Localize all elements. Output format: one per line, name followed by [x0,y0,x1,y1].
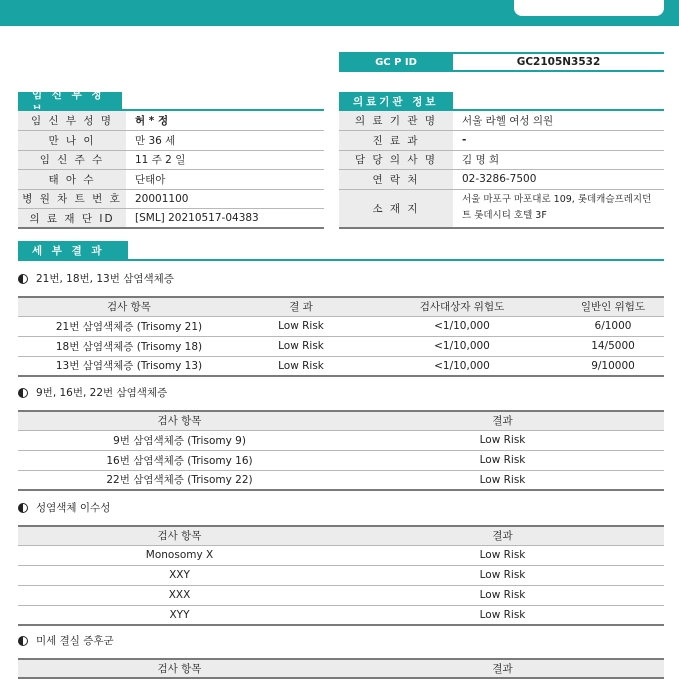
table-cell: Low Risk [341,585,664,605]
table-cell: Low Risk [341,430,664,450]
field-label: 소 재 지 [339,189,453,228]
details-rule [18,259,664,261]
column-header: 결과 [341,526,664,545]
clinic-row [339,150,664,170]
table-cell: XXX [18,585,341,605]
section-heading-text: 성염색체 이수성 [36,502,111,514]
clinic-row [339,189,664,228]
table-cell: 14/5000 [562,336,664,356]
section-heading-text: 21번, 18번, 13번 삼염색체증 [36,273,174,285]
table-cell: <1/10,000 [362,316,562,336]
table-row [18,585,664,605]
table-row [18,316,664,336]
table-cell: 21번 삼염색체증 (Trisomy 21) [18,316,240,336]
half-circle-icon [18,388,28,398]
table-cell: 22번 삼염색체증 (Trisomy 22) [18,470,341,490]
table-row [18,565,664,585]
table-cell: 6/1000 [562,316,664,336]
patient-row [18,131,324,151]
clinic-row [339,111,664,131]
gcp-id-label: GC P ID [339,52,453,72]
column-header: 검사 항목 [18,297,240,316]
field-label: 의 료 기 관 명 [339,111,453,131]
field-value: 단태아 [126,170,324,190]
patient-info-table [18,111,324,229]
field-label: 진 료 과 [339,131,453,151]
table-cell: Low Risk [240,336,362,356]
section-heading [18,500,110,515]
table-cell: 18번 삼염색체증 (Trisomy 18) [18,336,240,356]
results-table-rare-trisomy [18,410,664,491]
field-label: 임 신 주 수 [18,150,126,170]
table-cell: Low Risk [240,316,362,336]
results-table-microdeletion [18,658,664,679]
field-label: 임 신 부 성 명 [18,111,126,131]
field-value: 서울 라헬 여성 의원 [453,111,664,131]
table-cell: 9번 삼염색체증 (Trisomy 9) [18,430,341,450]
table-row [18,545,664,565]
column-header: 검사 항목 [18,526,341,545]
table-cell: Low Risk [341,565,664,585]
field-value: 20001100 [126,189,324,209]
gcp-id-value: GC2105N3532 [453,52,664,72]
section-heading-text: 미세 결실 증후군 [36,635,114,647]
patient-row [18,170,324,190]
field-value: 허 * 정 [126,111,324,131]
field-label: 만 나 이 [18,131,126,151]
patient-row [18,150,324,170]
clinic-row [339,170,664,190]
table-cell: Low Risk [341,470,664,490]
column-header: 검사 항목 [18,411,341,430]
table-row [18,470,664,490]
table-cell: Monosomy X [18,545,341,565]
column-header: 일반인 위험도 [562,297,664,316]
top-tab [514,0,664,16]
table-cell: <1/10,000 [362,336,562,356]
table-cell: XXY [18,565,341,585]
column-header: 검사대상자 위험도 [362,297,562,316]
field-label: 병 원 차 트 번 호 [18,189,126,209]
table-row [18,430,664,450]
table-cell: <1/10,000 [362,356,562,376]
field-value: 11 주 2 일 [126,150,324,170]
clinic-info-title: 의료기관 정보 [339,92,453,111]
field-label: 의 료 재 단 ID [18,209,126,229]
table-cell: 13번 삼염색체증 (Trisomy 13) [18,356,240,376]
half-circle-icon [18,503,28,513]
clinic-info-table [339,111,664,229]
table-cell: Low Risk [341,545,664,565]
section-heading [18,633,114,648]
section-heading [18,271,174,286]
field-value: 서울 마포구 마포대로 109, 롯데캐슬프레지던트 롯데시티 호텔 3F [453,189,664,228]
table-row [18,336,664,356]
field-label: 연 락 처 [339,170,453,190]
patient-info-title: 임 신 부 정 [18,92,122,111]
column-header: 검사 항목 [18,659,341,678]
column-header: 결 과 [240,297,362,316]
table-cell: Low Risk [341,450,664,470]
field-value: - [453,131,664,151]
table-cell: Low Risk [240,356,362,376]
field-label: 태 아 수 [18,170,126,190]
table-row [18,605,664,625]
section-heading [18,385,167,400]
patient-row [18,111,324,131]
half-circle-icon [18,274,28,284]
field-value: 만 36 세 [126,131,324,151]
patient-row [18,189,324,209]
section-heading-text: 9번, 16번, 22번 삼염색체증 [36,387,168,399]
patient-row [18,209,324,229]
column-header: 결과 [341,659,664,678]
field-label: 담 당 의 사 명 [339,150,453,170]
results-table-common-trisomy [18,296,664,377]
field-value: [SML] 20210517-04383 [126,209,324,229]
table-cell: Low Risk [341,605,664,625]
half-circle-icon [18,636,28,646]
table-cell: XYY [18,605,341,625]
table-cell: 9/10000 [562,356,664,376]
field-value: 02-3286-7500 [453,170,664,190]
table-row [18,356,664,376]
table-row [18,450,664,470]
column-header: 결과 [341,411,664,430]
results-table-sex-chromosome [18,525,664,626]
details-title: 세 부 결 과 [18,241,128,260]
field-value: 김 명 희 [453,150,664,170]
table-cell: 16번 삼염색체증 (Trisomy 16) [18,450,341,470]
clinic-row [339,131,664,151]
